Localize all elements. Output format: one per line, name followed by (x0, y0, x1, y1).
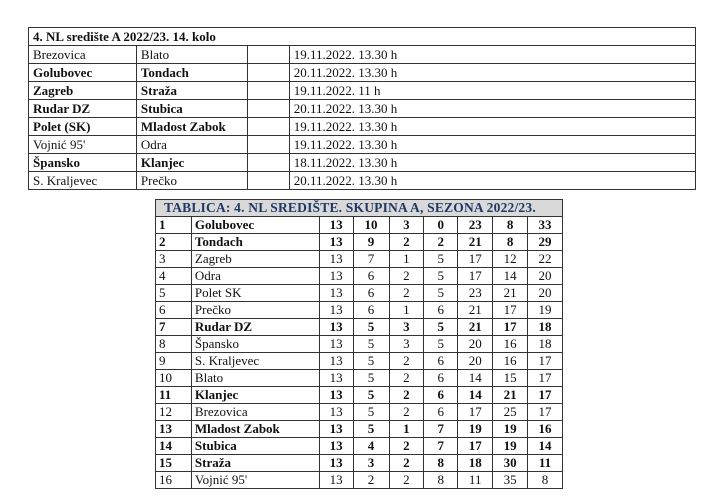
fixtures-title-row (29, 28, 696, 46)
standing-position: 15 (156, 455, 192, 472)
standing-losses: 6 (424, 404, 458, 421)
standing-losses: 8 (424, 472, 458, 489)
standing-points: 19 (528, 302, 563, 319)
standing-wins: 5 (353, 370, 389, 387)
standing-losses: 6 (424, 302, 458, 319)
standing-goals-for: 23 (458, 285, 493, 302)
standing-draws: 3 (389, 336, 424, 353)
fixture-empty-cell (247, 118, 289, 136)
standing-team: Blato (191, 370, 319, 387)
standing-position: 9 (156, 353, 192, 370)
standing-team: Rudar DZ (191, 319, 319, 336)
standing-goals-against: 30 (493, 455, 528, 472)
standing-played: 13 (319, 302, 353, 319)
standing-played: 13 (319, 404, 353, 421)
standing-team: Mladost Zabok (191, 421, 319, 438)
fixture-empty-cell (247, 136, 289, 154)
standing-draws: 2 (389, 285, 424, 302)
standing-team: Prečko (191, 302, 319, 319)
standing-losses: 2 (424, 234, 458, 251)
fixture-empty-cell (247, 64, 289, 82)
standing-row (156, 455, 563, 472)
standing-goals-against: 15 (493, 370, 528, 387)
standing-row (156, 302, 563, 319)
standing-losses: 6 (424, 370, 458, 387)
fixture-home-team: Polet (SK) (29, 118, 137, 136)
standing-played: 13 (319, 217, 353, 234)
standing-draws: 2 (389, 268, 424, 285)
standing-team: Straža (191, 455, 319, 472)
fixture-home-team: Rudar DZ (29, 100, 137, 118)
fixture-home-team: Golubovec (29, 64, 137, 82)
fixture-empty-cell (247, 46, 289, 64)
standing-team: S. Kraljevec (191, 353, 319, 370)
standing-draws: 2 (389, 387, 424, 404)
standing-losses: 5 (424, 251, 458, 268)
standing-goals-for: 19 (458, 421, 493, 438)
standing-team: Zagreb (191, 251, 319, 268)
fixture-row (29, 136, 696, 154)
standing-goals-against: 35 (493, 472, 528, 489)
standing-position: 6 (156, 302, 192, 319)
standing-played: 13 (319, 455, 353, 472)
standing-goals-against: 8 (493, 234, 528, 251)
fixture-away-team: Blato (136, 46, 247, 64)
standing-team: Špansko (191, 336, 319, 353)
standing-goals-for: 11 (458, 472, 493, 489)
standing-points: 8 (528, 472, 563, 489)
standing-wins: 2 (353, 472, 389, 489)
standing-played: 13 (319, 336, 353, 353)
standing-goals-against: 19 (493, 438, 528, 455)
standing-goals-for: 17 (458, 268, 493, 285)
standing-goals-for: 21 (458, 302, 493, 319)
standing-team: Tondach (191, 234, 319, 251)
standing-goals-against: 8 (493, 217, 528, 234)
standing-goals-against: 16 (493, 353, 528, 370)
fixture-datetime: 20.11.2022. 13.30 h (289, 100, 695, 118)
standing-position: 4 (156, 268, 192, 285)
standing-played: 13 (319, 421, 353, 438)
standing-wins: 4 (353, 438, 389, 455)
fixtures-table (28, 27, 696, 190)
standing-team: Odra (191, 268, 319, 285)
standings-table (155, 199, 563, 489)
standing-losses: 5 (424, 319, 458, 336)
standing-position: 16 (156, 472, 192, 489)
standing-goals-against: 16 (493, 336, 528, 353)
standing-goals-against: 17 (493, 319, 528, 336)
standing-goals-for: 17 (458, 251, 493, 268)
standing-row (156, 421, 563, 438)
standing-played: 13 (319, 251, 353, 268)
standing-goals-against: 21 (493, 387, 528, 404)
fixture-empty-cell (247, 154, 289, 172)
standing-played: 13 (319, 472, 353, 489)
fixture-row (29, 172, 696, 190)
standing-goals-for: 20 (458, 353, 493, 370)
standing-position: 3 (156, 251, 192, 268)
fixture-row (29, 46, 696, 64)
fixture-away-team: Stubica (136, 100, 247, 118)
fixture-away-team: Klanjec (136, 154, 247, 172)
standing-position: 5 (156, 285, 192, 302)
standing-position: 8 (156, 336, 192, 353)
standing-goals-against: 17 (493, 302, 528, 319)
standing-team: Klanjec (191, 387, 319, 404)
standing-row (156, 387, 563, 404)
standing-played: 13 (319, 353, 353, 370)
standing-goals-for: 14 (458, 370, 493, 387)
standing-position: 12 (156, 404, 192, 421)
standing-wins: 9 (353, 234, 389, 251)
standing-position: 14 (156, 438, 192, 455)
standing-losses: 5 (424, 336, 458, 353)
fixture-datetime: 19.11.2022. 11 h (289, 82, 695, 100)
standing-draws: 2 (389, 455, 424, 472)
standing-goals-against: 21 (493, 285, 528, 302)
standing-row (156, 217, 563, 234)
standing-team: Stubica (191, 438, 319, 455)
standing-wins: 5 (353, 404, 389, 421)
standing-position: 2 (156, 234, 192, 251)
fixture-home-team: Zagreb (29, 82, 137, 100)
standing-played: 13 (319, 285, 353, 302)
standing-row (156, 319, 563, 336)
standing-row (156, 251, 563, 268)
fixture-away-team: Mladost Zabok (136, 118, 247, 136)
standing-draws: 2 (389, 438, 424, 455)
standing-row (156, 285, 563, 302)
standing-played: 13 (319, 234, 353, 251)
standing-losses: 7 (424, 438, 458, 455)
fixture-away-team: Odra (136, 136, 247, 154)
fixture-home-team: Špansko (29, 154, 137, 172)
standing-goals-for: 18 (458, 455, 493, 472)
standing-position: 1 (156, 217, 192, 234)
standing-draws: 2 (389, 234, 424, 251)
standing-draws: 1 (389, 251, 424, 268)
standing-position: 7 (156, 319, 192, 336)
standing-losses: 6 (424, 387, 458, 404)
standing-team: Vojnić 95' (191, 472, 319, 489)
standings-title: TABLICA: 4. NL SREDIŠTE. SKUPINA A, SEZONA 2022/23. (156, 200, 563, 217)
standing-row (156, 234, 563, 251)
standing-draws: 3 (389, 217, 424, 234)
fixture-away-team: Straža (136, 82, 247, 100)
standing-goals-for: 21 (458, 234, 493, 251)
standing-position: 10 (156, 370, 192, 387)
fixture-empty-cell (247, 172, 289, 190)
standing-goals-for: 23 (458, 217, 493, 234)
fixture-datetime: 19.11.2022. 13.30 h (289, 46, 695, 64)
standing-goals-against: 25 (493, 404, 528, 421)
standing-points: 17 (528, 404, 563, 421)
fixture-row (29, 100, 696, 118)
fixture-home-team: S. Kraljevec (29, 172, 137, 190)
standing-position: 13 (156, 421, 192, 438)
standing-points: 17 (528, 387, 563, 404)
standing-points: 20 (528, 285, 563, 302)
fixture-datetime: 20.11.2022. 13.30 h (289, 64, 695, 82)
standing-points: 17 (528, 370, 563, 387)
standing-goals-for: 20 (458, 336, 493, 353)
standing-team: Polet SK (191, 285, 319, 302)
fixture-empty-cell (247, 82, 289, 100)
standing-losses: 5 (424, 285, 458, 302)
standing-wins: 5 (353, 387, 389, 404)
fixtures-title: 4. NL središte A 2022/23. 14. kolo (29, 28, 696, 46)
standing-wins: 5 (353, 319, 389, 336)
standing-goals-for: 17 (458, 404, 493, 421)
standing-wins: 6 (353, 285, 389, 302)
standing-points: 16 (528, 421, 563, 438)
standing-played: 13 (319, 370, 353, 387)
standing-goals-for: 17 (458, 438, 493, 455)
standing-wins: 3 (353, 455, 389, 472)
standing-goals-against: 12 (493, 251, 528, 268)
standing-points: 20 (528, 268, 563, 285)
standing-losses: 8 (424, 455, 458, 472)
standing-row (156, 472, 563, 489)
standing-points: 29 (528, 234, 563, 251)
standing-played: 13 (319, 268, 353, 285)
fixture-away-team: Tondach (136, 64, 247, 82)
standing-draws: 2 (389, 404, 424, 421)
standing-row (156, 404, 563, 421)
fixture-datetime: 18.11.2022. 13.30 h (289, 154, 695, 172)
standing-played: 13 (319, 387, 353, 404)
standing-wins: 6 (353, 268, 389, 285)
standing-row (156, 268, 563, 285)
fixture-away-team: Prečko (136, 172, 247, 190)
standing-points: 18 (528, 319, 563, 336)
fixture-row (29, 82, 696, 100)
fixture-row (29, 154, 696, 172)
standing-row (156, 370, 563, 387)
standing-losses: 0 (424, 217, 458, 234)
standing-goals-for: 14 (458, 387, 493, 404)
standing-played: 13 (319, 319, 353, 336)
standing-goals-for: 21 (458, 319, 493, 336)
standing-wins: 10 (353, 217, 389, 234)
standings-title-row (156, 200, 563, 217)
fixture-home-team: Vojnić 95' (29, 136, 137, 154)
standing-goals-against: 14 (493, 268, 528, 285)
standing-row (156, 336, 563, 353)
standing-points: 14 (528, 438, 563, 455)
standing-position: 11 (156, 387, 192, 404)
standing-points: 33 (528, 217, 563, 234)
standing-losses: 7 (424, 421, 458, 438)
fixture-empty-cell (247, 100, 289, 118)
standing-row (156, 438, 563, 455)
standing-points: 17 (528, 353, 563, 370)
standing-draws: 2 (389, 370, 424, 387)
fixture-datetime: 19.11.2022. 13.30 h (289, 136, 695, 154)
standing-draws: 1 (389, 302, 424, 319)
fixture-home-team: Brezovica (29, 46, 137, 64)
standing-team: Brezovica (191, 404, 319, 421)
standing-row (156, 353, 563, 370)
standing-losses: 5 (424, 268, 458, 285)
fixture-datetime: 19.11.2022. 13.30 h (289, 118, 695, 136)
standing-draws: 2 (389, 353, 424, 370)
standing-losses: 6 (424, 353, 458, 370)
standing-goals-against: 19 (493, 421, 528, 438)
standing-draws: 3 (389, 319, 424, 336)
standing-wins: 5 (353, 353, 389, 370)
standing-wins: 6 (353, 302, 389, 319)
fixture-datetime: 20.11.2022. 13.30 h (289, 172, 695, 190)
standing-wins: 7 (353, 251, 389, 268)
fixture-row (29, 64, 696, 82)
standing-points: 18 (528, 336, 563, 353)
standing-wins: 5 (353, 336, 389, 353)
standing-points: 22 (528, 251, 563, 268)
standing-played: 13 (319, 438, 353, 455)
standing-team: Golubovec (191, 217, 319, 234)
standing-wins: 5 (353, 421, 389, 438)
standing-points: 11 (528, 455, 563, 472)
standing-draws: 1 (389, 421, 424, 438)
standing-draws: 2 (389, 472, 424, 489)
fixture-row (29, 118, 696, 136)
